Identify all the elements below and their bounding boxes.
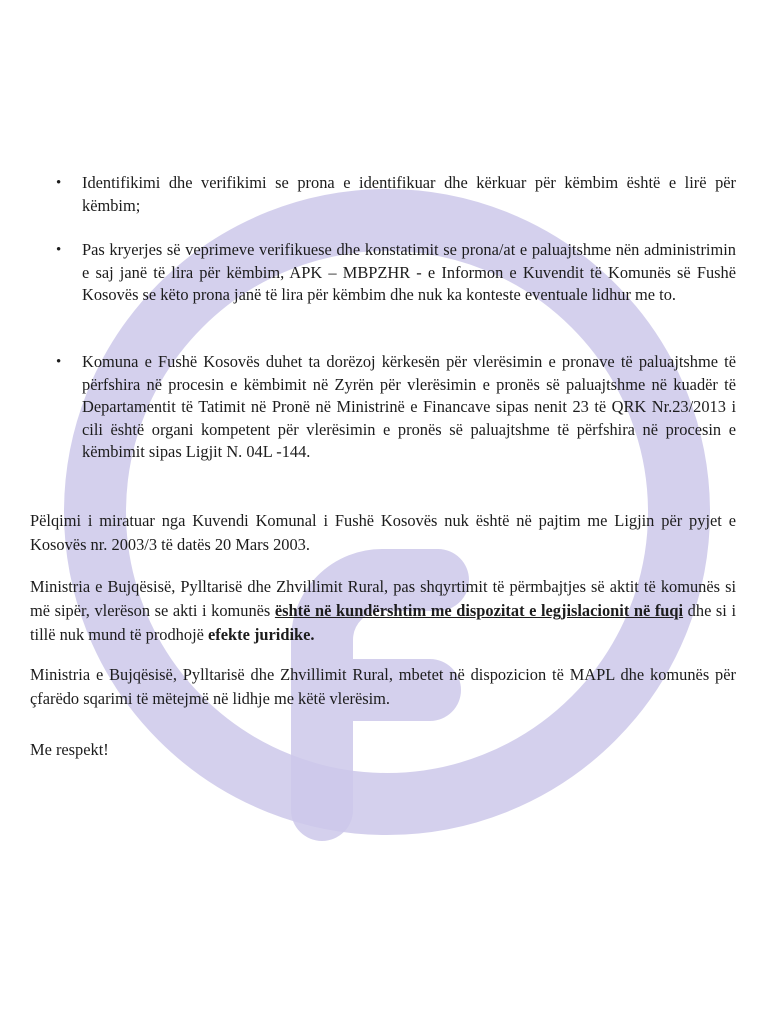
paragraph-consent: Pëlqimi i miratuar nga Kuvendi Komunal i Fushë Kosovës nuk është në pajtim me Ligjin për pyjet e Kosovës nr. 2003/3 të datës 20 Mars 2003. xyxy=(30,511,736,554)
paragraph-assessment xyxy=(30,575,736,647)
bullet-item-verification: • Pas kryerjes së veprimeve verifikuese dhe konstatimit se prona/at e paluajtshme nën administrimin e saj janë të lira për këmbim, APK – MBPZHR - e Informon e Kuvendit të Komunës së Fushë Kosovës se këto prona janë të lira për këmbim dhe nuk ka konteste eventuale lidhur me to. xyxy=(82,239,736,307)
bullet-item-identification: • Identifikimi dhe verifikimi se prona e identifikuar dhe kërkuar për këmbim është e lirë për këmbim; xyxy=(82,172,736,217)
assessment-text-middle: dhe si i tillë nuk mund të prodhojë xyxy=(30,601,736,644)
assessment-emphasis: është në kundërshtim me dispozitat e legjislacionit në fuqi xyxy=(274,601,684,620)
assessment-text-start: Ministria e Bujqësisë, Pylltarisë dhe Zhvillimit Rural, pas shqyrtimit të përmbajtjes së aktit të komunës si më sipër, vlerëson se akti i komunës xyxy=(30,577,736,620)
closing-remark: Me respekt! xyxy=(30,740,109,759)
bullet-item-valuation-request: • Komuna e Fushë Kosovës duhet ta dorëzoj kërkesën për vlerësimin e pronave të paluajtshme të përfshira në procesin e këmbimit në Zyrën për vlerësimin e pronës së paluajtshme në kuadër të Departamentit të Tatimit në Pronë në Ministrinë e Financave sipas nenit 23 të QRK Nr.23/2013 i cili është organi kompetent për vlerësimin e pronës së paluajtshme të përfshira në procesin e këmbimit sipas Ligjit N. 04L -144. xyxy=(82,351,736,464)
assessment-text-end: efekte juridike. xyxy=(208,625,315,644)
paragraph-availability: Ministria e Bujqësisë, Pylltarisë dhe Zhvillimit Rural, mbetet në dispozicion të MAPL dhe komunës për çfarëdo sqarimi të mëtejmë në lidhje me këtë vlerësim. xyxy=(30,665,736,708)
